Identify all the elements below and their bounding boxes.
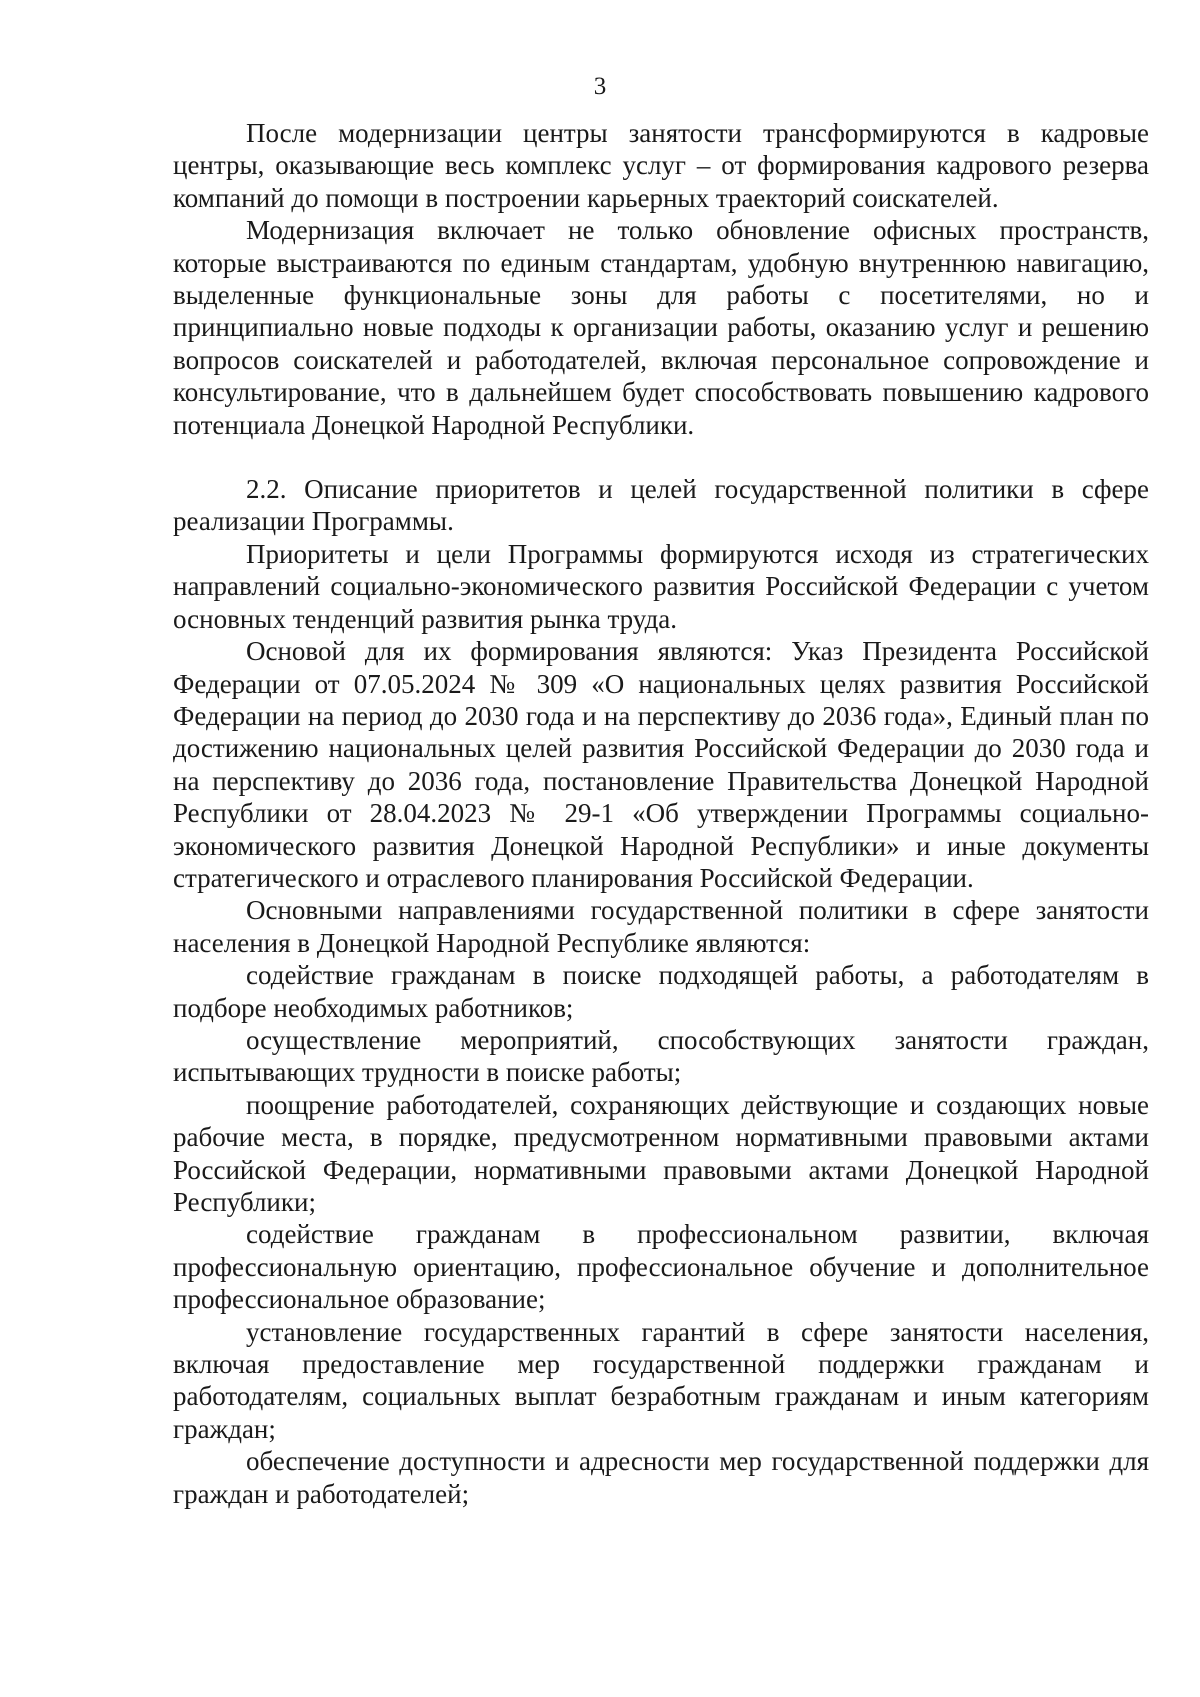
page-number: 3 (593, 73, 607, 100)
section-heading-2-2: 2.2. Описание приоритетов и целей государственной политики в сфере реализации Программы. (173, 474, 1149, 537)
list-item-employment-measures: осуществление мероприятий, способствующих занятости граждан, испытывающих трудности в поиске работы; (173, 1024, 1149, 1088)
paragraph-priorities: Приоритеты и цели Программы формируются исходя из стратегических направлений социально-экономического развития Российской Федерации с учетом основных тенденций развития рынка труда. (173, 538, 1149, 634)
paragraph-modernization-result: После модернизации центры занятости трансформируются в кадровые центры, оказывающие весь комплекс услуг – от формирования кадрового резерва компаний до помощи в построении карьерных траекторий соискателей. (173, 118, 1149, 213)
list-item-professional-development: содействие гражданам в профессиональном развитии, включая профессиональную ориентацию, профессиональное обучение и дополнительное профессиональное образование; (173, 1219, 1149, 1315)
paragraph-modernization-scope: Модернизация включает не только обновление офисных пространств, которые выстраиваются по единым стандартам, удобную внутреннюю навигацию, выделенные функциональные зоны для работы с посетителями, но и принципиально новые подходы к организации работы, оказанию услуг и решению вопросов соискателей и работодателей, включая персональное сопровождение и консультирование, что в дальнейшем будет способствовать повышению кадрового потенциала Донецкой Народной Республики. (173, 215, 1149, 440)
list-item-employer-incentives: поощрение работодателей, сохраняющих действующие и создающих новые рабочие места, в порядке, предусмотренном нормативными правовыми актами Российской Федерации, нормативными правовыми актами Донецкой Народной Республики; (173, 1089, 1149, 1217)
paragraph-basis-documents: Основой для их формирования являются: Указ Президента Российской Федерации от 07.05.2024 № 309 «О национальных целях развития Российской Федерации на период до 2030 года и на перспективу до 2036 года», Единый план по достижению национальных целей развития Российской Федерации до 2030 года и на перспективу до 2036 года, постановление Правительства Донецкой Народной Республики от 28.04.2023 № 29-1 «Об утверждении Программы социально-экономического развития Донецкой Народной Республики» и иные документы стратегического и отраслевого планирования Российской Федерации. (173, 636, 1149, 893)
list-item-job-search-assistance: содействие гражданам в поиске подходящей работы, а работодателям в подборе необходимых работников; (173, 960, 1149, 1023)
paragraph-main-directions: Основными направлениями государственной политики в сфере занятости населения в Донецкой Народной Республике являются: (173, 895, 1149, 958)
list-item-state-guarantees: установление государственных гарантий в сфере занятости населения, включая предоставление мер государственной поддержки гражданам и работодателям, социальных выплат безработным гражданам и иным категориям граждан; (173, 1316, 1149, 1444)
list-item-support-accessibility: обеспечение доступности и адресности мер государственной поддержки для граждан и работодателей; (173, 1446, 1149, 1509)
document-body (173, 117, 1149, 1510)
